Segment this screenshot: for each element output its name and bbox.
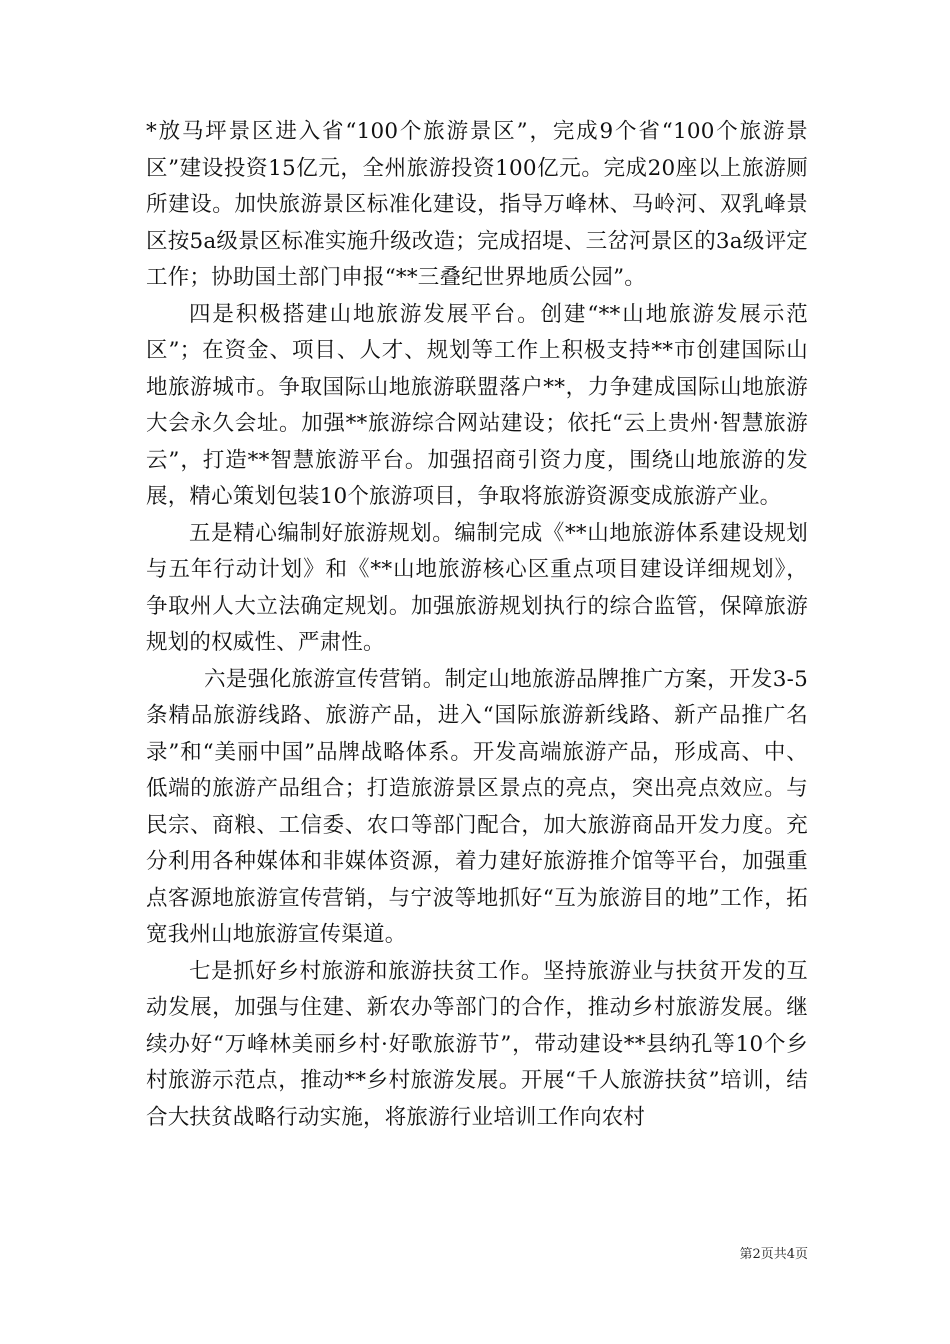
page-number-footer: 第2页共4页 bbox=[739, 1247, 808, 1262]
document-body bbox=[146, 114, 808, 1136]
paragraph-platform: 四是积极搭建山地旅游发展平台。创建“**山地旅游发展示范区”；在资金、项目、人才、规划等工作上积极支持**市创建国际山地旅游城市。争取国际山地旅游联盟落户**，力争建成国际山地旅游大会永久会址。加强**旅游综合网站建设；依托“云上贵州·智慧旅游云”，打造**智慧旅游平台。加强招商引资力度，围绕山地旅游的发展，精心策划包装10个旅游项目，争取将旅游资源变成旅游产业。 bbox=[146, 301, 808, 509]
paragraph-marketing: 六是强化旅游宣传营销。制定山地旅游品牌推广方案，开发3-5条精品旅游线路、旅游产品，进入“国际旅游新线路、新产品推广名录”和“美丽中国”品牌战略体系。开发高端旅游产品，形成高、中、低端的旅游产品组合；打造旅游景区景点的亮点，突出亮点效应。与民宗、商粮、工信委、农口等部门配合，加大旅游商品开发力度。充分利用各种媒体和非媒体资源，着力建好旅游推介馆等平台，加强重点客源地旅游宣传营销，与宁波等地抓好“互为旅游目的地”工作，拓宽我州山地旅游宣传渠道。 bbox=[146, 666, 808, 947]
paragraph-planning: 五是精心编制好旅游规划。编制完成《**山地旅游体系建设规划与五年行动计划》和《**山地旅游核心区重点项目建设详细规划》，争取州人大立法确定规划。加强旅游规划执行的综合监管，保障旅游规划的权威性、严肃性。 bbox=[146, 520, 808, 655]
paragraph-rural-tourism: 七是抓好乡村旅游和旅游扶贫工作。坚持旅游业与扶贫开发的互动发展，加强与住建、新农办等部门的合作，推动乡村旅游发展。继续办好“万峰林美丽乡村·好歌旅游节”，带动建设**县纳孔等10个乡村旅游示范点，推动**乡村旅游发展。开展“千人旅游扶贫”培训，结合大扶贫战略行动实施，将旅游行业培训工作向农村 bbox=[146, 958, 808, 1130]
paragraph-continued: *放马坪景区进入省“100个旅游景区”，完成9个省“100个旅游景区”建设投资15亿元，全州旅游投资100亿元。完成20座以上旅游厕所建设。加快旅游景区标准化建设，指导万峰林、马岭河、双乳峰景区按5a级景区标准实施升级改造；完成招堤、三岔河景区的3a级评定工作；协助国土部门申报“**三叠纪世界地质公园”。 bbox=[146, 119, 808, 290]
